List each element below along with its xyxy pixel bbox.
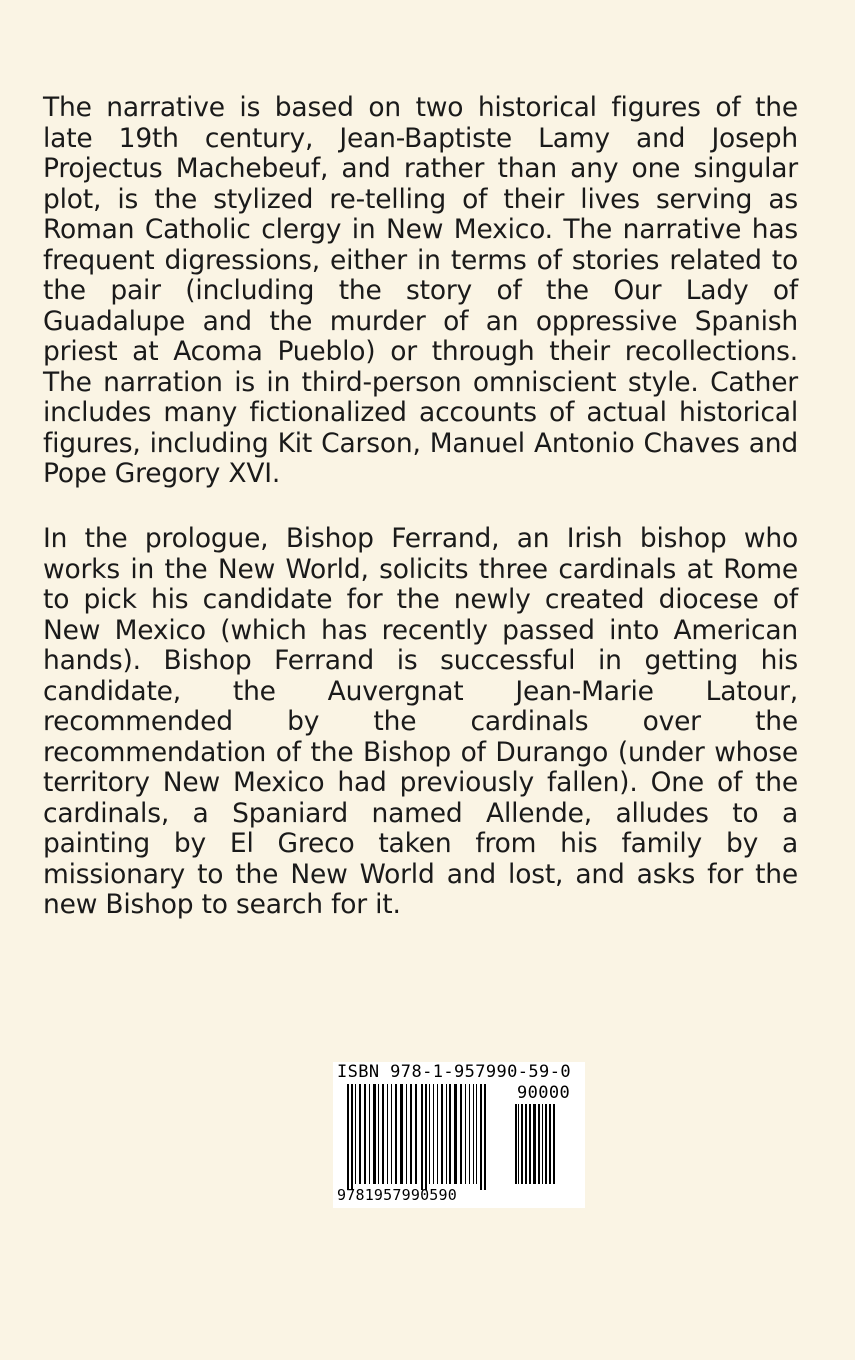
addon-bar xyxy=(515,1104,517,1184)
barcode-bar xyxy=(429,1084,430,1184)
guard-bar xyxy=(480,1084,482,1190)
guard-bar xyxy=(421,1084,423,1190)
guard-bar xyxy=(347,1084,349,1190)
price-addon-digits: 90000 xyxy=(517,1083,571,1103)
addon-bar xyxy=(521,1104,523,1184)
barcode-bar xyxy=(387,1084,388,1184)
isbn-barcode xyxy=(333,1062,585,1208)
addon-bar xyxy=(529,1104,531,1184)
addon-bar xyxy=(553,1104,555,1184)
guard-bar xyxy=(425,1084,427,1190)
barcode-bar xyxy=(400,1084,403,1184)
addon-bar xyxy=(549,1104,551,1184)
synopsis-paragraph-1: The narrative is based on two historical figures of the late 19th century, Jean-Baptiste Lamy and Joseph Projectus Machebeuf, and rather than any one singular plot, is the stylized re-telling of their lives serving as Roman Catholic clergy in New Mexico. The narrative has frequent digressions, either in terms of stories related to the pair (including the story of the Our Lady of Guadalupe and the murder of an oppressive Spanish priest at Acoma Pueblo) or through their recollections. The narration is in third-person omniscient style. Cather includes many fictionalized accounts of actual historical figures, including Kit Carson, Manuel Antonio Chaves and Pope Gregory XVI. xyxy=(43,92,798,489)
addon-bar xyxy=(533,1104,536,1184)
barcode-bar xyxy=(465,1084,466,1184)
barcode-bar xyxy=(406,1084,407,1184)
guard-bar xyxy=(351,1084,353,1190)
addon-bar xyxy=(538,1104,540,1184)
barcode-bar xyxy=(441,1084,443,1184)
barcode-bar xyxy=(473,1084,474,1184)
barcode-bar xyxy=(369,1084,370,1184)
barcode-bar xyxy=(415,1084,417,1184)
barcode-bar xyxy=(355,1084,356,1184)
barcode-bar xyxy=(364,1084,366,1184)
synopsis-paragraph-2: In the prologue, Bishop Ferrand, an Irish bishop who works in the New World, solicits three cardinals at Rome to pick his candidate for the newly created diocese of New Mexico (which has recently passed into American hands). Bishop Ferrand is successful in getting his candidate, the Auvergnat Jean-Marie Latour, recommended by the cardinals over the recommendation of the Bishop of Durango (under whose territory New Mexico had previously fallen). One of the cardinals, a Spaniard named Allende, alludes to a painting by El Greco taken from his family by a missionary to the New World and lost, and asks for the new Bishop to search for it. xyxy=(43,523,798,920)
barcode-bar xyxy=(378,1084,379,1184)
barcode-bar xyxy=(449,1084,451,1184)
addon-bar xyxy=(525,1104,527,1184)
isbn-label: ISBN 978-1-957990-59-0 xyxy=(337,1062,571,1082)
guard-bar xyxy=(484,1084,486,1190)
ean-digits: 9781957990590 xyxy=(337,1186,457,1204)
barcode-bar xyxy=(446,1084,447,1184)
barcode-bar xyxy=(382,1084,384,1184)
addon-bar xyxy=(518,1104,519,1184)
barcode-bar xyxy=(391,1084,392,1184)
barcode-bar xyxy=(437,1084,438,1184)
barcode-bar xyxy=(373,1084,376,1184)
barcode-bar xyxy=(433,1084,434,1184)
barcode-bar xyxy=(476,1084,477,1184)
barcode-bar xyxy=(454,1084,457,1184)
barcode-bar xyxy=(460,1084,462,1184)
addon-bar xyxy=(545,1104,547,1184)
barcode-bar xyxy=(410,1084,412,1184)
barcode-bar xyxy=(469,1084,470,1184)
barcode-bar xyxy=(395,1084,397,1184)
barcode-bar xyxy=(359,1084,361,1184)
addon-bar xyxy=(542,1104,543,1184)
